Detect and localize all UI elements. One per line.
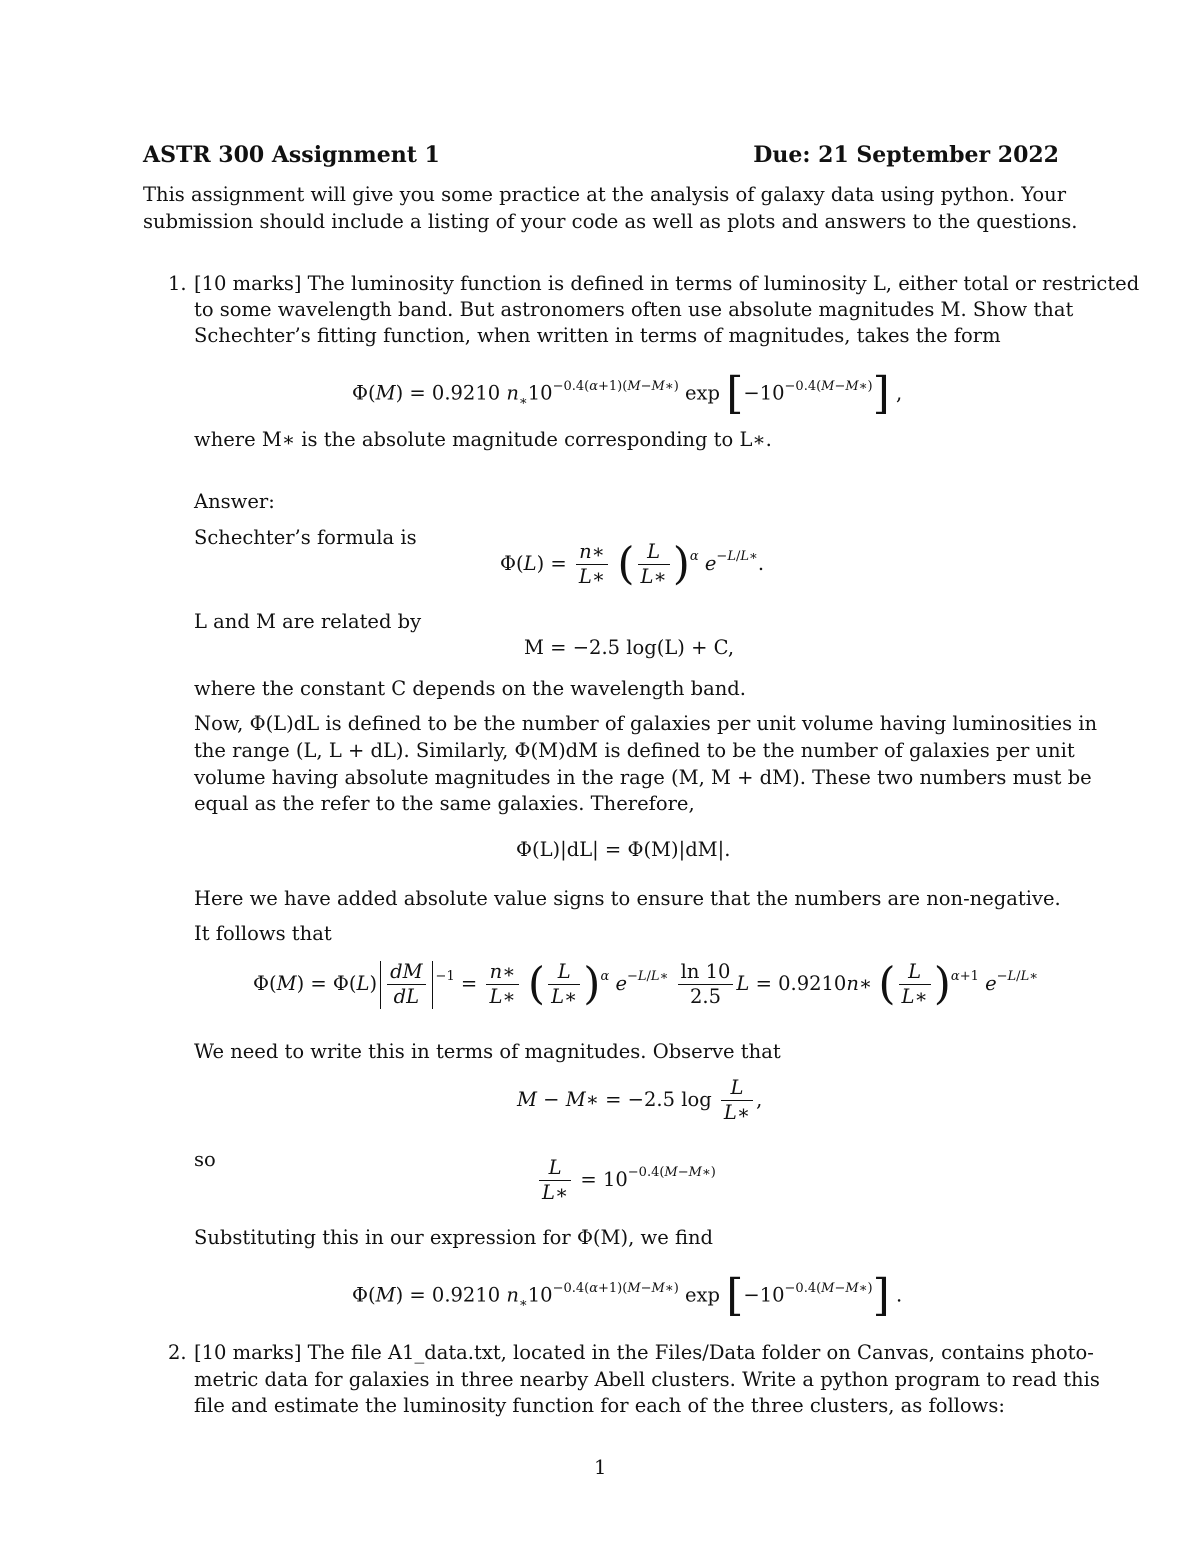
equation-schechter: Φ(L) = $\frac{n∗}{L∗}$ ( $\frac{L}{L∗}$ )$^\alpha$ $e^{-L/L∗}$.: [500, 538, 765, 590]
para-line-1: Now, Φ(L)dL is defined to be the number of galaxies per unit volume having luminosities in: [194, 712, 1098, 735]
para-line-4: equal as the refer to the same galaxies. Therefore,: [194, 792, 695, 815]
intro-line-1: This assignment will give you some practice at the analysis of galaxy data using python. Your: [143, 183, 1067, 206]
equation-m-l: M = −2.5 log(L) + C,: [524, 636, 735, 659]
schechter-intro: Schechter’s formula is: [194, 526, 417, 549]
equation-derivation: Φ(M) = Φ(L) $\frac{dM}{dL}$ $^{-1}$ = $\frac{n∗}{L∗}$ ( $\frac{L}{L∗}$ )$^\alpha$ $e^{-L/L∗}$ $\frac{\ln 10}{2.5}$ L = 0.9210n∗ ( $\frac{L}{L∗}$ )$^{\alpha+1}$ $e^{-L/L∗}$: [253, 958, 1039, 1010]
constant-text: where the constant C depends on the wavelength band.: [194, 677, 746, 700]
equation-phi-m-target: Φ(M) = 0.9210 $n_∗10^{-0.4(\alpha+1)(M-M∗)}$ $\exp [-10^{-0.4(M-M∗)}]$ ,: [352, 368, 903, 419]
intro-line-2: submission should include a listing of your code as well as plots and answers to the questions.: [143, 210, 1078, 233]
answer-label: Answer:: [194, 490, 275, 513]
question-2-number: 2.: [168, 1341, 187, 1364]
abs-note: Here we have added absolute value signs to ensure that the numbers are non-negative.: [194, 887, 1061, 910]
assignment-title: ASTR 300 Assignment 1: [143, 142, 440, 168]
para-line-3: volume having absolute magnitudes in the rage (M, M + dM). These two numbers must be: [194, 766, 1092, 789]
page-number: 1: [594, 1456, 607, 1479]
equation-phi-m-result: Φ(M) = 0.9210 $n_∗10^{-0.4(\alpha+1)(M-M∗)}$ $\exp [-10^{-0.4(M-M∗)}]$ .: [352, 1270, 903, 1321]
question-2-line-1: [10 marks] The file A1_data.txt, located in the Files/Data folder on Canvas, contains photo-: [194, 1341, 1094, 1364]
follows-text: It follows that: [194, 922, 332, 945]
question-2-line-2: metric data for galaxies in three nearby Abell clusters. Write a python program to read this: [194, 1368, 1100, 1391]
magnitudes-text: We need to write this in terms of magnitudes. Observe that: [194, 1040, 781, 1063]
question-2-line-3: file and estimate the luminosity function for each of the three clusters, as follows:: [194, 1394, 1005, 1417]
equation-l-ratio: $\frac{L}{L∗}$ = $10^{-0.4(M-M∗)}$: [536, 1156, 716, 1205]
question-1-line-3: Schechter’s fitting function, when written in terms of magnitudes, takes the form: [194, 324, 1001, 347]
question-1-line-2: to some wavelength band. But astronomers often use absolute magnitudes M. Show that: [194, 298, 1074, 321]
question-1-line-1: [10 marks] The luminosity function is defined in terms of luminosity L, either total or restricted: [194, 272, 1140, 295]
question-1-number: 1.: [168, 272, 187, 295]
equation-m-minus-mstar: M − M∗ = −2.5 log $\frac{L}{L∗}$ ,: [517, 1076, 763, 1124]
so-text: so: [194, 1148, 216, 1171]
where-m-star: where M∗ is the absolute magnitude corresponding to L∗.: [194, 428, 772, 451]
related-text: L and M are related by: [194, 610, 422, 633]
substituting-text: Substituting this in our expression for Φ(M), we find: [194, 1226, 713, 1249]
para-line-2: the range (L, L + dL). Similarly, Φ(M)dM is defined to be the number of galaxies per unit: [194, 739, 1075, 762]
due-date: Due: 21 September 2022: [753, 142, 1059, 168]
equation-equal: Φ(L)|dL| = Φ(M)|dM|.: [516, 838, 731, 861]
